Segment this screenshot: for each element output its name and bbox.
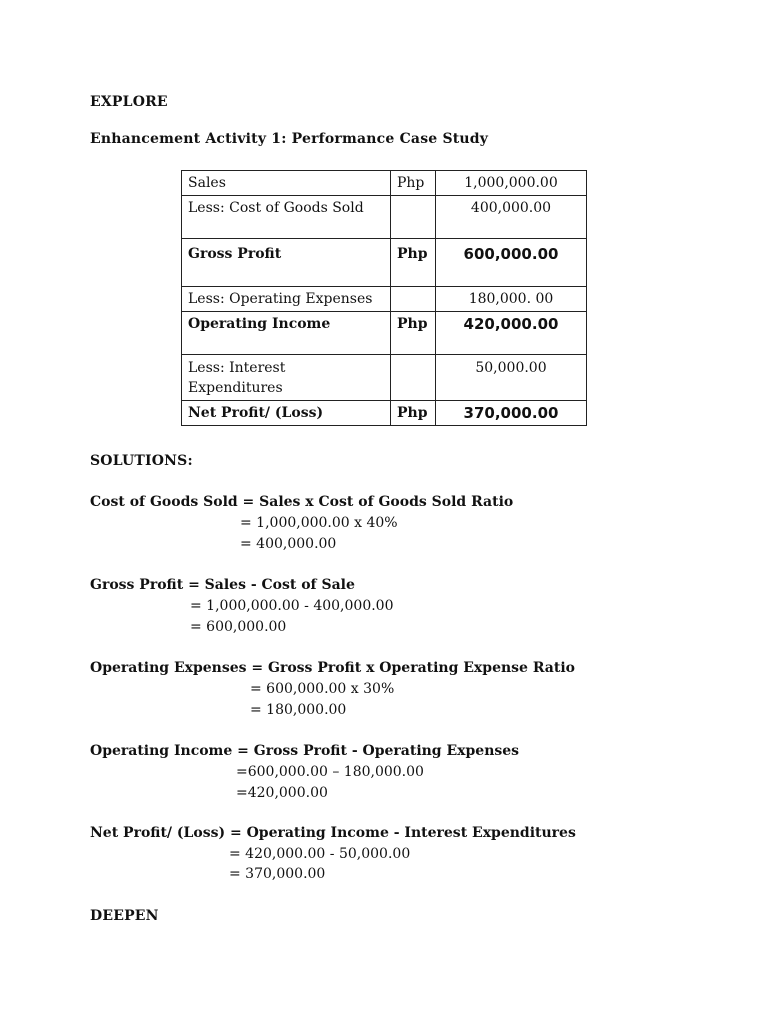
table-row-interest	[182, 355, 587, 401]
table-row-net-profit	[182, 401, 587, 426]
row-label: Sales	[182, 171, 391, 196]
formula-step: = 420,000.00 - 50,000.00	[229, 846, 411, 862]
row-currency: Php	[391, 171, 436, 196]
row-amount: 1,000,000.00	[436, 171, 587, 196]
income-statement-table	[181, 170, 587, 426]
row-currency: Php	[391, 312, 436, 355]
formula-title-gross-profit: Gross Profit = Sales - Cost of Sale	[90, 577, 355, 593]
row-amount: 50,000.00	[436, 355, 587, 401]
row-amount: 600,000.00	[436, 239, 587, 287]
formula-result: = 400,000.00	[240, 536, 337, 552]
formula-result: =420,000.00	[236, 785, 328, 801]
table-row-operating-expenses	[182, 287, 587, 312]
row-currency: Php	[391, 239, 436, 287]
row-currency	[391, 287, 436, 312]
table-row-sales	[182, 171, 587, 196]
formula-result: = 180,000.00	[250, 702, 347, 718]
row-amount: 370,000.00	[436, 401, 587, 426]
row-currency: Php	[391, 401, 436, 426]
formula-title-operating-expenses: Operating Expenses = Gross Profit x Operating Expense Ratio	[90, 660, 575, 676]
deepen-heading: DEEPEN	[90, 908, 159, 924]
formula-result: = 370,000.00	[229, 866, 326, 882]
row-label: Net Profit/ (Loss)	[182, 401, 391, 426]
table-row-operating-income	[182, 312, 587, 355]
solutions-heading: SOLUTIONS:	[90, 453, 193, 469]
table-row-cogs	[182, 196, 587, 239]
row-label: Less: Cost of Goods Sold	[182, 196, 391, 239]
formula-title-cogs: Cost of Goods Sold = Sales x Cost of Goods Sold Ratio	[90, 494, 514, 510]
activity-title: Enhancement Activity 1: Performance Case Study	[90, 131, 489, 147]
formula-result: = 600,000.00	[190, 619, 287, 635]
formula-title-operating-income: Operating Income = Gross Profit - Operating Expenses	[90, 743, 520, 759]
row-label: Gross Profit	[182, 239, 391, 287]
row-amount: 420,000.00	[436, 312, 587, 355]
row-label: Less: Operating Expenses	[182, 287, 391, 312]
row-amount: 400,000.00	[436, 196, 587, 239]
row-label: Less: Interest Expenditures	[182, 355, 391, 401]
formula-step: =600,000.00 – 180,000.00	[236, 764, 424, 780]
row-label: Operating Income	[182, 312, 391, 355]
formula-step: = 1,000,000.00 x 40%	[240, 515, 398, 531]
table-row-gross-profit	[182, 239, 587, 287]
row-amount: 180,000. 00	[436, 287, 587, 312]
formula-step: = 1,000,000.00 - 400,000.00	[190, 598, 394, 614]
row-currency	[391, 196, 436, 239]
formula-step: = 600,000.00 x 30%	[250, 681, 395, 697]
row-currency	[391, 355, 436, 401]
formula-title-net-profit: Net Profit/ (Loss) = Operating Income - Interest Expenditures	[90, 825, 576, 841]
explore-heading: EXPLORE	[90, 94, 168, 110]
